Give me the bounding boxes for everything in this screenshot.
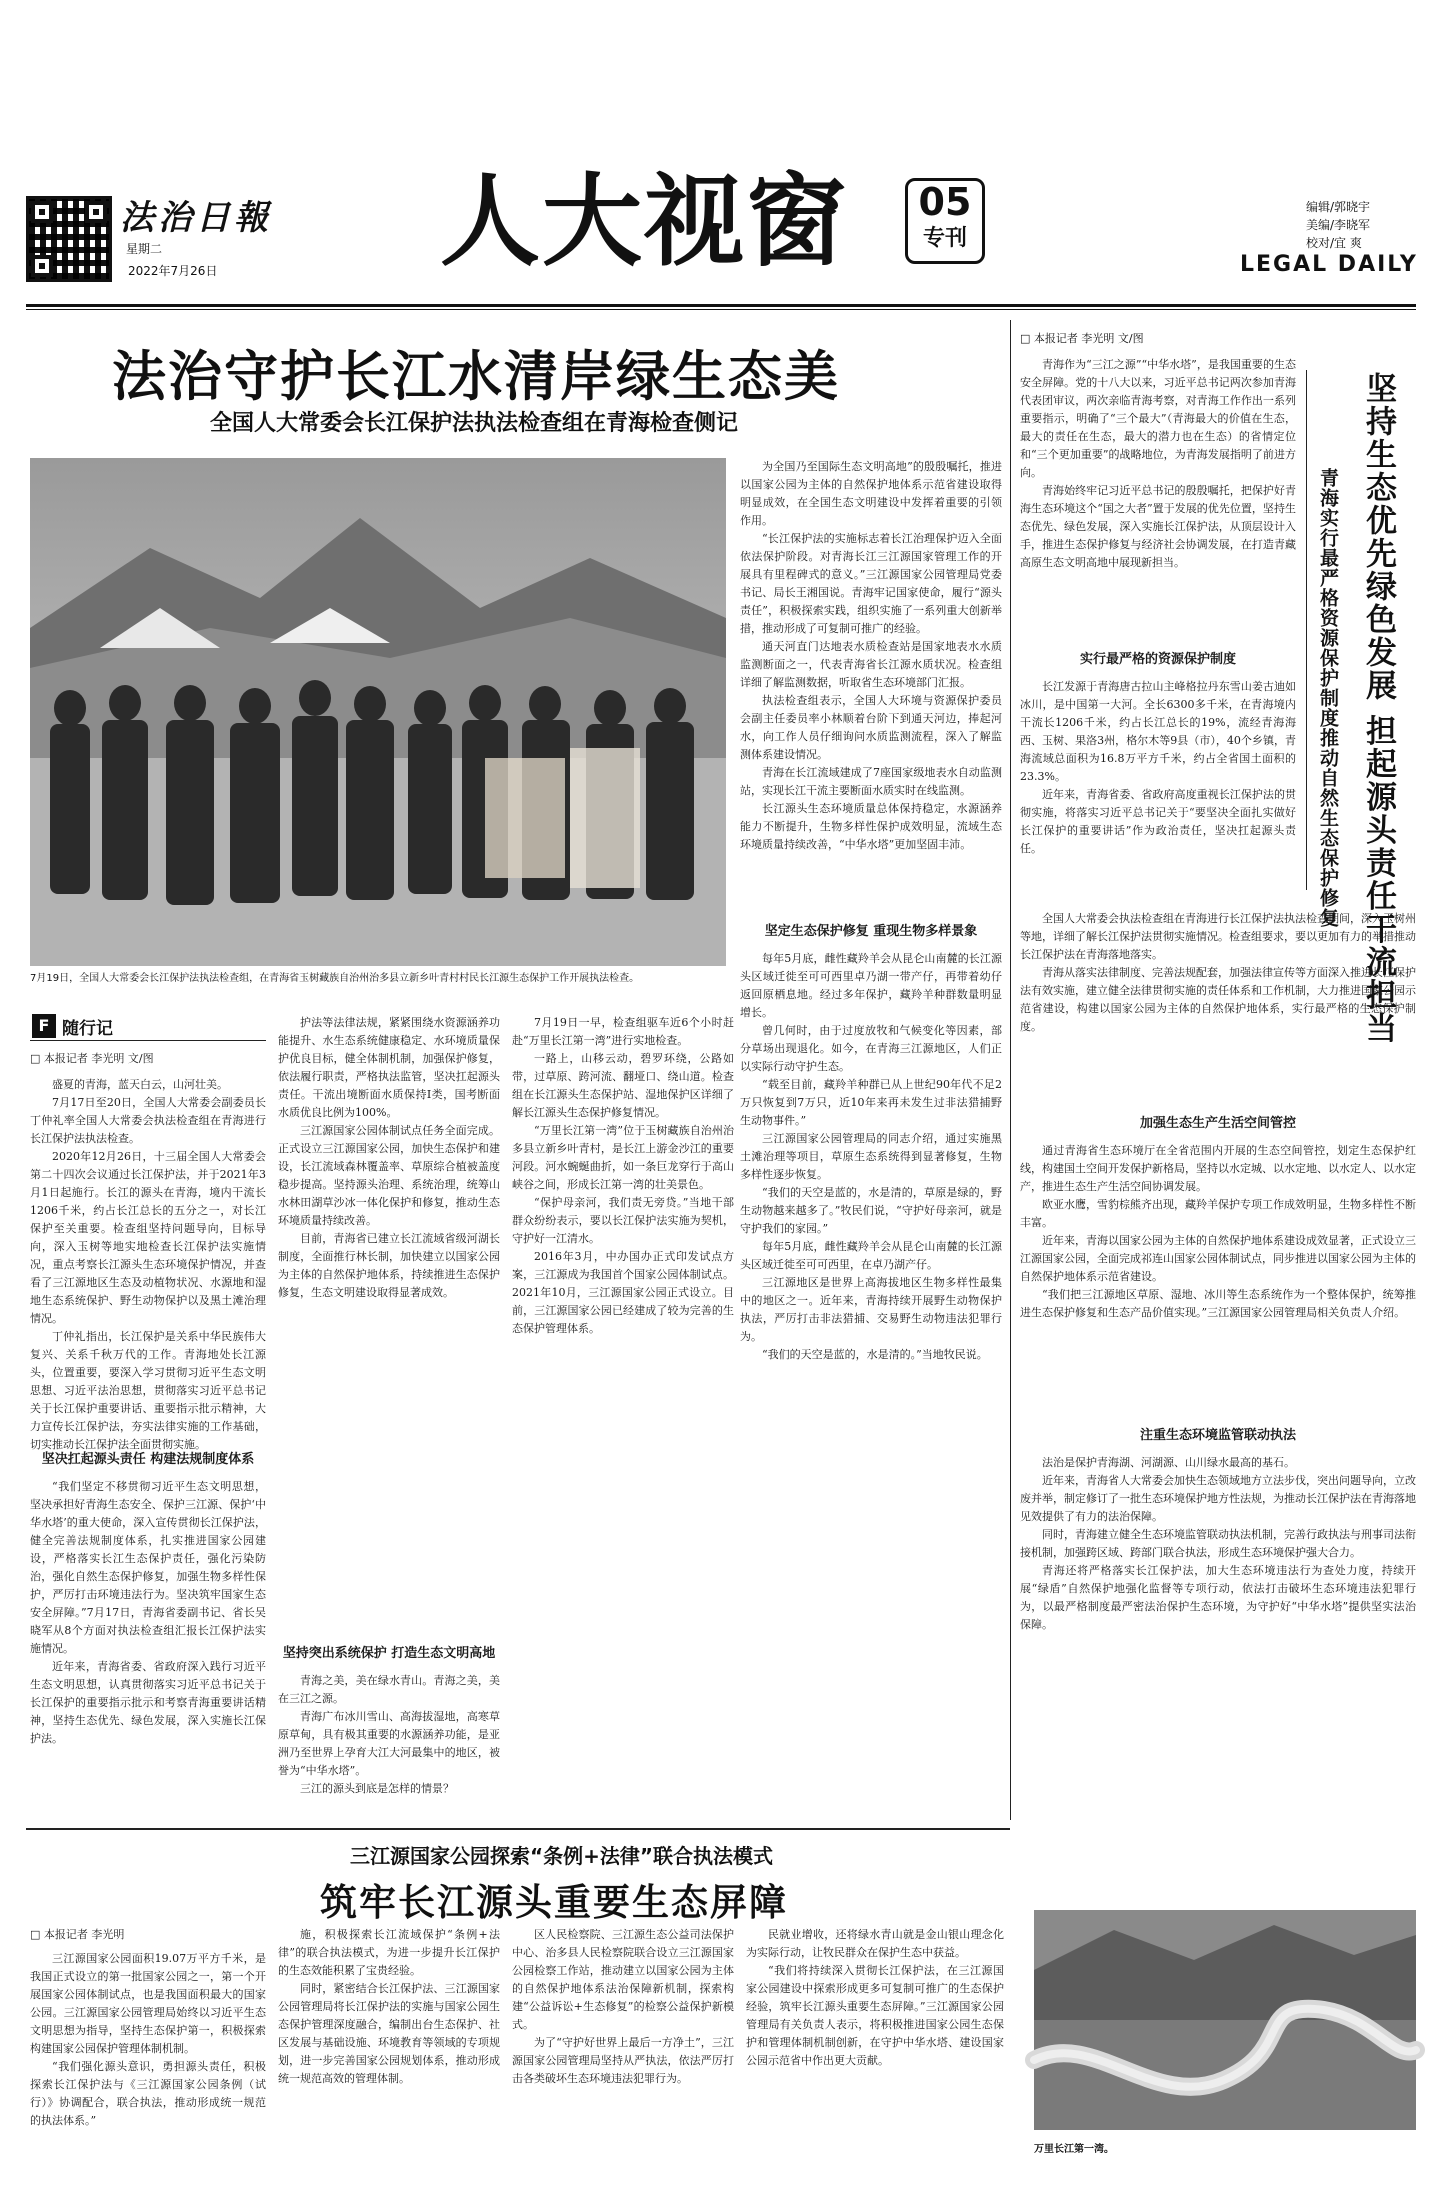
right-subhead-2: 加强生态生产生活空间管控 (1139, 1116, 1296, 1131)
paragraph: 为全国乃至国际生态文明高地”的殷殷嘱托，推进以国家公园为主体的自然保护地体系示范省建设取得明显成效，在全国生态文明建设中发挥着重要的引领作用。 (740, 460, 1002, 527)
paragraph: 同时，紧密结合长江保护法、三江源国家公园管理局将长江保护法的实施与国家公园生态保护管理深度融合，编制出台生态保护、社区发展与基础设施、环境教育等领域的专项规划，进一步完善国家公园规划体系，推动形成统一规范高效的管理体制。 (278, 1982, 500, 2085)
paragraph: “我们把三江源地区草原、湿地、冰川等生态系统作为一个整体保护，统筹推进生态保护修复和生态产品价值实现。”三江源国家公园管理局相关负责人介绍。 (1020, 1288, 1416, 1319)
bottom-col-2 (278, 1926, 500, 2176)
bottom-col-4 (746, 1926, 1004, 2176)
paragraph: 每年5月底，雌性藏羚羊会从昆仑山南麓的长江源头区域迁徙至可可西里卓乃湖一带产仔，再带着幼仔返回原栖息地。经过多年保护，藏羚羊种群数量明显增长。 (740, 952, 1002, 1019)
bottom-byline: □ 本报记者 李光明 (30, 1928, 125, 1941)
page-badge (905, 178, 985, 264)
paragraph: 区人民检察院、三江源生态公益司法保护中心、治多县人民检察院联合设立三江源国家公园检察工作站，推动建立以国家公园为主体的自然保护地体系法治保障新机制，探索构建“公益诉讼+生态修复”的检察公益保护新模式。 (512, 1928, 734, 2031)
lead-col-4-bottom (740, 912, 1002, 1822)
paragraph: 欧亚水鹰，雪豹棕熊齐出现，藏羚羊保护专项工作成效明显，生物多样性不断丰富。 (1020, 1198, 1416, 1229)
lead-col-4-top (740, 458, 1002, 908)
newspaper-logo: 法治日報 (120, 198, 272, 238)
paragraph: “我们将持续深入贯彻长江保护法，在三江源国家公园建设中探索形成更多可复制可推广的生态保护经验，筑牢长江源头重要生态屏障。”三江源国家公园管理局有关负责人表示，将积极推进国家公园生态保护和管理体制机制创新，在守护中华水塔、建设国家公园示范省中作出更大贡献。 (746, 1964, 1004, 2067)
paragraph: 民就业增收，还将绿水青山就是金山银山理念化为实际行动，让牧民群众在保护生态中获益。 (746, 1928, 1004, 1959)
paragraph: 2020年12月26日，十三届全国人大常委会第二十四次会议通过长江保护法，并于2021年3月1日起施行。长江的源头在青海，境内干流长1206千米，约占长江总长的五分之一，对长江保护至关重要。检查组坚持问题导向，目标导向，深入玉树等地实地检查长江保护法实施情况，重点考察长江源头生态环境保护情况，并查看了三江源地区生态及动植物状况、水源地和湿地生态系统保护、野生动物保护以及黑土滩治理情况。 (30, 1150, 266, 1325)
lead-col-1-top (30, 1050, 266, 1451)
paragraph: “我们强化源头意识，勇担源头责任，积极探索长江保护法与《三江源国家公园条例（试行）》协调配合，联合执法，推动形成统一规范的执法体系。” (30, 2060, 266, 2127)
paragraph: 2016年3月，中办国办正式印发试点方案，三江源成为我国首个国家公园体制试点。2021年10月，三江源国家公园正式设立。目前，三江源国家公园已经建成了较为完善的生态保护管理体系。 (512, 1250, 734, 1335)
masthead-rule (26, 304, 1416, 307)
lead-col-2-bottom (278, 1634, 500, 1824)
paragraph: 青海始终牢记习近平总书记的殷殷嘱托，把保护好青海生态环境这个“国之大者”置于发展的优先位置，坚持生态优先、绿色发展，深入实施长江保护法，从顶层设计入手，推进生态保护修复与经济社会协调发展，在打造青藏高原生态文明高地中展现新担当。 (1020, 484, 1296, 569)
paragraph: “长江保护法的实施标志着长江治理保护迈入全面依法保护阶段。对青海长江三江源国家管理工作的开展具有里程碑式的意义。”三江源国家公园管理局党委书记、局长王湘国说。青海牢记国家使命，履行“源头责任”，积极探索实践，组织实施了一系列重大创新举措，推动形成了可复制可推广的经验。 (740, 532, 1002, 635)
paragraph: “保护母亲河，我们责无旁贷。”当地干部群众纷纷表示，要以长江保护法实施为契机，守护好一江清水。 (512, 1196, 734, 1245)
lead-col-2-top (278, 1014, 500, 1534)
lead-headline: 法治守护长江水清岸绿生态美 (112, 345, 840, 408)
paragraph: 丁仲礼指出，长江保护是关系中华民族伟大复兴、关系千秋万代的工作。青海地处长江源头，位置重要，要深入学习贯彻习近平生态文明思想、习近平法治思想，贯彻落实习近平总书记关于长江保护重要讲话、重要指示批示精神，大力宣传长江保护法，夯实法律实施的工作基础，切实推动长江保护法全面贯彻实施。 (30, 1330, 266, 1451)
paragraph: 近年来，青海省委、省政府深入践行习近平生态文明思想，认真贯彻落实习近平总书记关于长江保护的重要指示批示和考察青海重要讲话精神，坚持生态优先、绿色发展，深入实施长江保护法。 (30, 1660, 266, 1745)
lead-col-3 (512, 1014, 734, 1824)
bottom-article-rule (26, 1828, 1010, 1830)
paragraph: 青海广布冰川雪山、高海拔湿地，高寒草原草甸，具有极其重要的水源涵养功能，是亚洲乃至世界上孕育大江大河最集中的地区，被誉为“中华水塔”。 (278, 1710, 500, 1777)
bottom-col-3 (512, 1926, 734, 2176)
paragraph: 青海在长江流域建成了7座国家级地表水自动监测站，实现长江干流主要断面水质实时在线监测。 (740, 766, 1002, 797)
bottom-kicker: 三江源国家公园探索“条例+法律”联合执法模式 (350, 1844, 774, 1868)
paragraph: “我们坚定不移贯彻习近平生态文明思想，坚决承担好青海生态安全、保护三江源、保护‘中华水塔’的重大使命，深入宣传贯彻长江保护法，健全完善法规制度体系，扎实推进国家公园建设，严格落实长江生态保护责任，强化污染防治，强化自然生态保护修复，加强生物多样性保护，严厉打击环境违法行为。坚决筑牢国家生态安全屏障。”7月17日，青海省委副书记、省长吴晓军从8个方面对执法检查组汇报长江保护法实施情况。 (30, 1480, 266, 1655)
right-col-section-2 (1020, 1104, 1416, 1404)
editor: 编辑/郭晓宇 (1306, 200, 1371, 214)
weekday: 星期二 (126, 242, 163, 256)
paragraph: 青海作为“三江之源”“中华水塔”，是我国重要的生态安全屏障。党的十八大以来，习近平总书记两次参加青海代表团审议，两次亲临青海考察，对青海工作作出一系列重要指示，明确了“三个最大”（青海最大的价值在生态，最大的责任在生态，最大的潜力也在生态）的省情定位和“三个更加重要”的战略地位，为青海发展指明了前进方向。 (1020, 358, 1296, 479)
right-col-section-1-a (1020, 640, 1296, 910)
paragraph: 青海还将严格落实长江保护法，加大生态环境违法行为查处力度，持续开展“绿盾”自然保护地强化监督等专项行动，依法打击破坏生态环境违法犯罪行为，以最严格制度最严密法治保护生态环境，为守护好“中华水塔”提供坚实法治保障。 (1020, 1564, 1416, 1631)
paragraph: 7月19日一早，检查组驱车近6个小时赶赴“万里长江第一湾”进行实地检查。 (512, 1016, 734, 1047)
editor-credits (1306, 198, 1370, 252)
paragraph: 护法等法律法规，紧紧围绕水资源涵养功能提升、水生态系统健康稳定、水环境质量保护优良目标，健全体制机制，加强保护修复，依法履行职责，严格执法监管，坚决扛起源头责任。干流出境断面水质保持Ⅰ类，国考断面水质优良比例为100%。 (278, 1016, 500, 1119)
paragraph: 长江发源于青海唐古拉山主峰格拉丹东雪山姜古迪如冰川，是中国第一大河。全长6300多千米，在青海境内干流长1206千米，约占长江总长的19%，流经青海海西、玉树、果洛3州，格尔木等9县（市），40个乡镇，青海流域总面积为16.8万平方千米，约占全省国土面积的23.3%。 (1020, 680, 1296, 783)
right-col-section-1-b (1020, 910, 1416, 1100)
river-photo-caption: 万里长江第一湾。 (1034, 2144, 1114, 2155)
lead-subhead-1 (30, 1450, 266, 1470)
lead-subheadline: 全国人大常委会长江保护法执法检查组在青海检查侧记 (210, 411, 739, 436)
column-tag: 随行记 (62, 1019, 113, 1039)
byline: □ 本报记者 李光明 文/图 (30, 1052, 154, 1065)
paragraph: 三江源国家公园面积19.07万平方千米，是我国正式设立的第一批国家公园之一，第一个开展国家公园体制试点，也是我国面积最大的国家公园。三江源国家公园管理局始终以习近平生态文明思想为指导，坚持生态保护第一，积极探索构建国家公园保护管理体制机制。 (30, 1952, 266, 2055)
paragraph: 近年来，青海省人大常委会加快生态领域地方立法步伐，突出问题导向，立改废并举，制定修订了一批生态环境保护地方性法规，为推动长江保护法在青海落地见效提供了有力的法治保障。 (1020, 1474, 1416, 1523)
paragraph: 盛夏的青海，蓝天白云，山河壮美。 (52, 1078, 228, 1091)
lead-col-1-bottom (30, 1440, 266, 1822)
paragraph: 三江的源头到底是怎样的情景？ (300, 1782, 454, 1795)
right-byline: □ 本报记者 李光明 文/图 (1020, 332, 1144, 345)
paragraph: 通天河直门达地表水质检查站是国家地表水水质监测断面之一，代表青海省长江源水质状况。检查组详细了解监测数据，听取省生态环境部门汇报。 (740, 640, 1002, 689)
paragraph: 三江源国家公园体制试点任务全面完成。正式设立三江源国家公园，加快生态保护和建设，长江流域森林覆盖率、草原综合植被盖度稳步提高。坚持源头治理、系统治理，统筹山水林田湖草沙冰一体化保护和修复，推动生态环境质量持续改善。 (278, 1124, 500, 1227)
page-label: 专刊 (922, 226, 967, 251)
paragraph: 一路上，山移云动，碧罗环绕，公路如带，过草原、跨河流、翻垭口、绕山道。检查组在长江源头生态保护站、湿地保护区详细了解长江源头生态保护修复情况。 (512, 1052, 734, 1119)
paragraph: “我们的天空是蓝的，水是清的，草原是绿的，野生动物越来越多了。”牧民们说，“守护好母亲河，就是守护我们的家园。” (740, 1186, 1002, 1235)
publication-date: 2022年7月26日 (128, 264, 218, 278)
lead-subhead-3: 坚定生态保护修复 重现生物多样景象 (764, 924, 978, 939)
paragraph: “我们的天空是蓝的，水是清的。”当地牧民说。 (762, 1348, 988, 1361)
paragraph: 施，积极探索长江流域保护“条例+法律”的联合执法模式，为进一步提升长江保护的生态效能积累了宝贵经验。 (278, 1928, 500, 1977)
paragraph: 目前，青海省已建立长江流域省级河湖长制度，全面推行林长制，加快建立以国家公园为主体的自然保护地体系，持续推进生态保护修复，生态文明建设取得显著成效。 (278, 1232, 500, 1299)
right-col-section-3 (1020, 1416, 1416, 1902)
column-tag-icon: F (32, 1014, 56, 1038)
lead-photo (30, 458, 726, 966)
paragraph: 每年5月底，雌性藏羚羊会从昆仑山南麓的长江源头区域迁徙至可可西里，在卓乃湖产仔。 (740, 1240, 1002, 1271)
paragraph: 三江源地区是世界上高海拔地区生物多样性最集中的地区之一。近年来，青海持续开展野生动物保护执法，严厉打击非法猎捕、交易野生动物违法犯罪行为。 (740, 1276, 1002, 1343)
right-subhead-3: 注重生态环境监管联动执法 (1139, 1428, 1296, 1443)
paragraph: 曾几何时，由于过度放牧和气候变化等因素，部分草场出现退化。如今，在青海三江源地区，人们正以实际行动守护生态。 (740, 1024, 1002, 1073)
right-col-intro (1020, 356, 1296, 636)
right-vertical-subtitle: 青海实行最严格资源保护制度推动自然生态保护修复 (1317, 468, 1339, 928)
proofreader: 校对/宜 爽 (1306, 236, 1362, 250)
lead-photo-caption: 7月19日，全国人大常委会长江保护法执法检查组，在青海省玉树藏族自治州治多县立新乡叶青村村民长江源生态保护工作开展执法检查。 (30, 973, 640, 984)
paragraph: 近年来，青海省委、省政府高度重视长江保护法的贯彻实施，将落实习近平总书记关于“要坚决全面扎实做好长江保护的重要讲话”作为政治责任，坚决扛起源头责任。 (1020, 788, 1296, 855)
paragraph: “载至目前，藏羚羊种群已从上世纪90年代不足2万只恢复到7万只，近10年来再未发生过非法猎捕野生动物事件。” (740, 1078, 1002, 1127)
bottom-col-1 (30, 1926, 266, 2176)
paragraph: 法治是保护青海湖、河湖源、山川绿水最高的基石。 (1042, 1456, 1295, 1469)
english-masthead: LEGAL DAILY (1240, 252, 1418, 277)
bottom-headline: 筑牢长江源头重要生态屏障 (320, 1881, 788, 1924)
paragraph: 全国人大常委会执法检查组在青海进行长江保护法执法检查期间，深入玉树州等地，详细了解长江保护法贯彻实施情况。检查组要求，要以更加有力的举措推动长江保护法在青海落地落实。 (1020, 912, 1416, 961)
paragraph: 7月17日至20日，全国人大常委会副委员长丁仲礼率全国人大常委会执法检查组在青海进行长江保护法执法检查。 (30, 1096, 266, 1145)
column-divider (1010, 320, 1011, 1820)
paragraph: 通过青海省生态环境厅在全省范围内开展的生态空间管控，划定生态保护红线，构建国土空间开发保护新格局，坚持以水定城、以水定地、以水定人、以水定产，推进生态生产生活空间协调发展。 (1020, 1144, 1416, 1193)
paragraph: 长江源头生态环境质量总体保持稳定，水源涵养能力不断提升，生物多样性保护成效明显，流域生态环境质量持续改善，“中华水塔”更加坚固丰沛。 (740, 802, 1002, 851)
paragraph: “万里长江第一湾”位于玉树藏族自治州治多县立新乡叶青村，是长江上游金沙江的重要河段。河水蜿蜒曲折，如一条巨龙穿行于高山峡谷之间，形成长江第一湾的壮美景色。 (512, 1124, 734, 1191)
paragraph: 近年来，青海以国家公园为主体的自然保护地体系建设成效显著，正式设立三江源国家公园，全面完成祁连山国家公园体制试点，同步推进以国家公园为主体的自然保护地体系示范省建设。 (1020, 1234, 1416, 1283)
page-number: 05 (918, 180, 972, 224)
subhead-text: 坚决扛起源头责任 构建法规制度体系 (41, 1452, 255, 1467)
paragraph: 为了“守护好世界上最后一方净土”，三江源国家公园管理局坚持从严执法，依法严厉打击各类破坏生态环境违法犯罪行为。 (512, 2036, 734, 2085)
column-tag-rule (30, 1040, 266, 1041)
vertical-title-rule (1306, 370, 1307, 890)
section-title: 人大视窗 (440, 163, 848, 280)
art-editor: 美编/李晓军 (1306, 218, 1371, 232)
masthead-rule-thin (26, 309, 1416, 310)
right-vertical-title: 坚持生态优先绿色发展 担起源头责任干流担当 (1360, 372, 1396, 1045)
paragraph: 青海从落实法律制度、完善法规配套，加强法律宣传等方面深入推进长江保护法有效实施，建立健全法律贯彻实施的责任体系和工作机制，大力推进国家公园示范省建设，构建以国家公园为主体的自然保护地体系，实行最严格的生态保护制度。 (1020, 966, 1416, 1033)
paragraph: 三江源国家公园管理局的同志介绍，通过实施黑土滩治理等项目，草原生态系统得到显著修复，生物多样性逐步恢复。 (740, 1132, 1002, 1181)
paragraph: 同时，青海建立健全生态环境监管联动执法机制，完善行政执法与刑事司法衔接机制，加强跨区域、跨部门联合执法，形成生态环境保护强大合力。 (1020, 1528, 1416, 1559)
right-subhead-1: 实行最严格的资源保护制度 (1079, 652, 1236, 667)
qr-code-icon (26, 196, 112, 282)
paragraph: 执法检查组表示，全国人大环境与资源保护委员会副主任委员率小林顺着台阶下到通天河边，捧起河水，向工作人员仔细询问水质监测流程，深入了解监测体系建设情况。 (740, 694, 1002, 761)
paragraph: 青海之美，美在绿水青山。青海之美，美在三江之源。 (278, 1674, 500, 1705)
river-bend-photo (1034, 1910, 1416, 2130)
lead-subhead-2: 坚持突出系统保护 打造生态文明高地 (282, 1646, 496, 1661)
